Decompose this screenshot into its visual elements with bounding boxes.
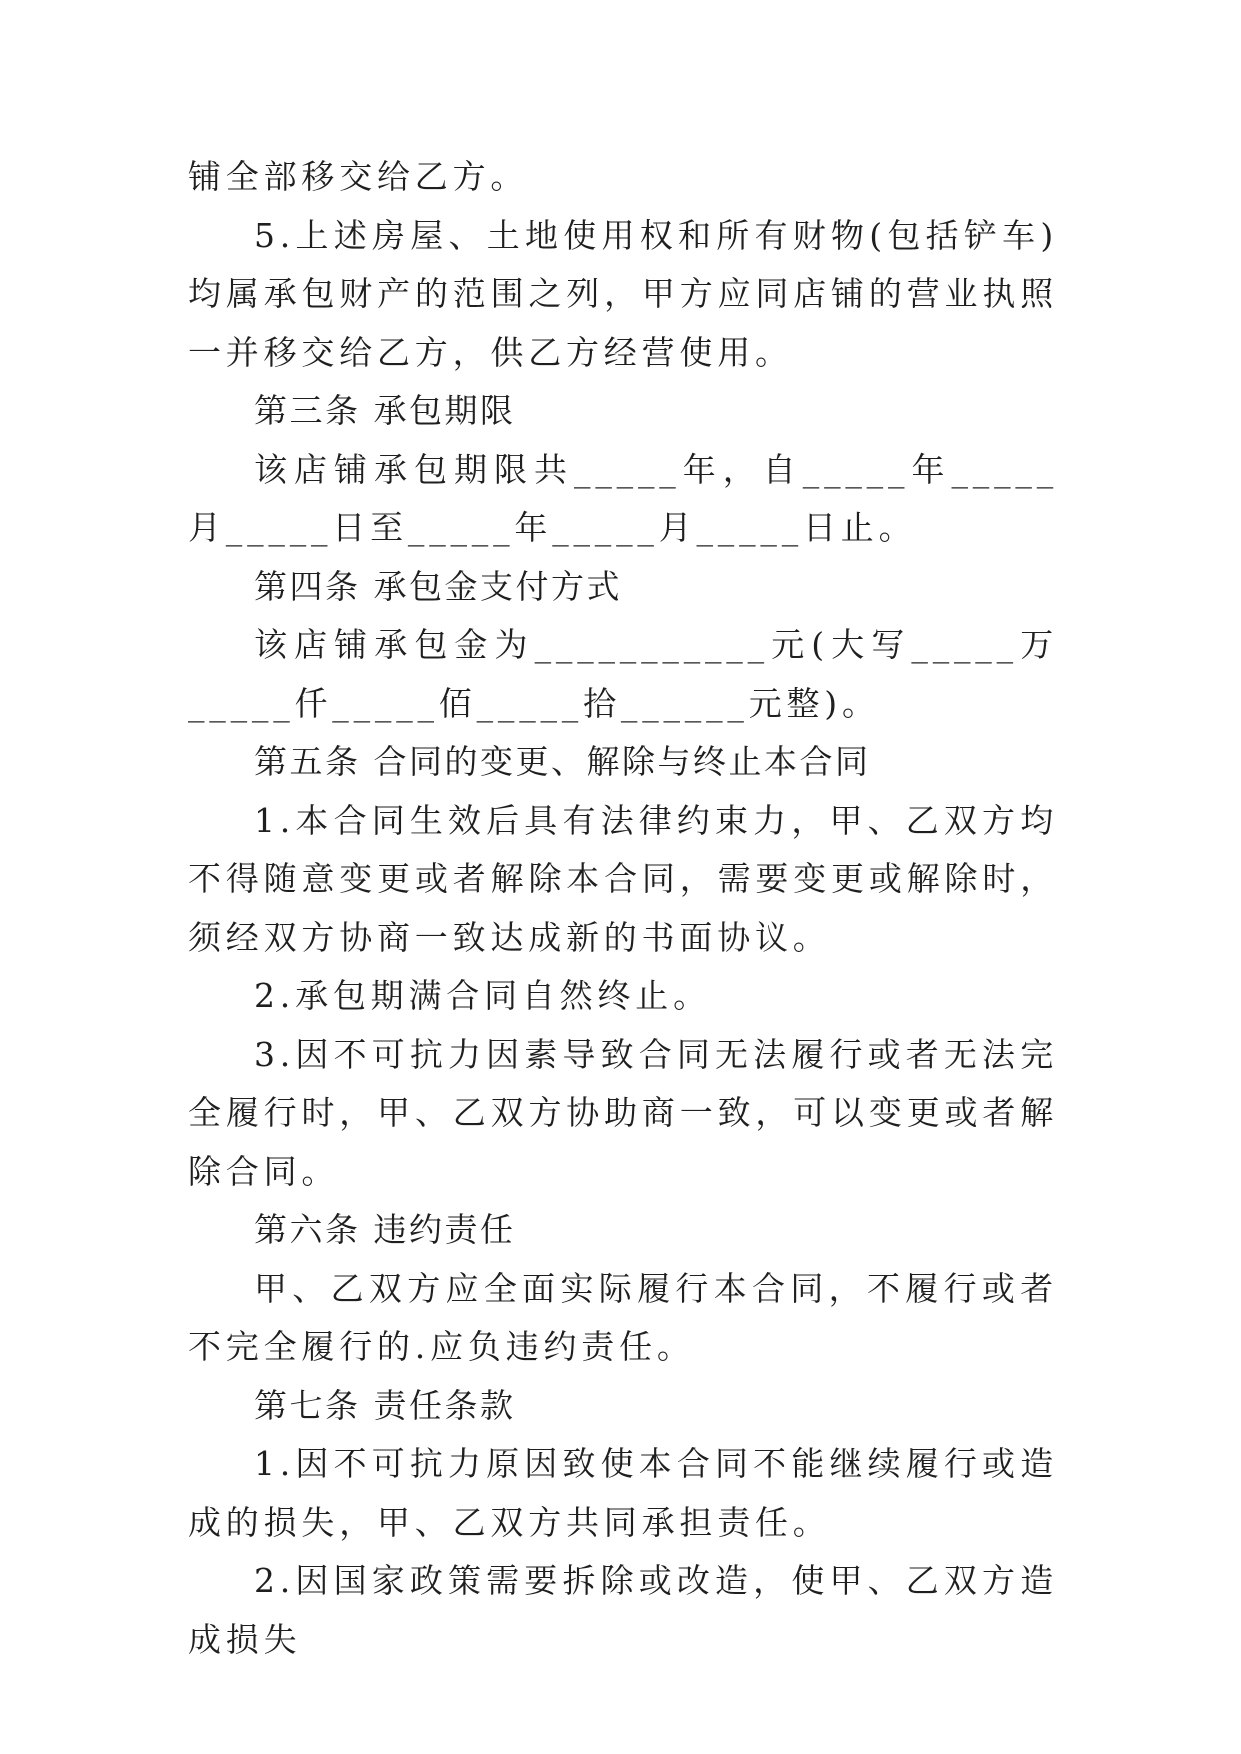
heading-article-4: 第四条 承包金支付方式 [254,566,622,606]
heading-article-3: 第三条 承包期限 [254,391,516,430]
paragraph-contract-term: 该店铺承包期限共_____年，自_____年_____月_____日至_____年_____月_____日止。 [188,449,1058,547]
paragraph-breach-liability: 甲、乙双方应全面实际履行本合同，不履行或者不完全履行的.应负违约责任。 [188,1268,1058,1366]
heading-article-7: 第七条 责任条款 [254,1385,516,1425]
heading-article-5: 第五条 合同的变更、解除与终止本合同 [254,742,871,781]
paragraph-clause-2-5: 5.上述房屋、土地使用权和所有财物(包括铲车)均属承包财产的范围之列，甲方应同店铺的营业执照一并移交给乙方，供乙方经营使用。 [188,215,1058,372]
document-body [188,148,1058,1669]
paragraph-clause-5-2: 2.承包期满合同自然终止。 [254,976,711,1015]
paragraph-clause-7-2: 2.因国家政策需要拆除或改造，使甲、乙双方造成损失 [188,1561,1058,1659]
paragraph-clause-5-1: 1.本合同生效后具有法律约束力，甲、乙双方均不得随意变更或者解除本合同，需要变更或解除时，须经双方协商一致达成新的书面协议。 [188,800,1058,957]
paragraph-clause-5-3: 3.因不可抗力因素导致合同无法履行或者无法完全履行时，甲、乙双方协助商一致，可以变更或者解除合同。 [188,1034,1058,1191]
paragraph-clause-7-1: 1.因不可抗力原因致使本合同不能继续履行或造成的损失，甲、乙双方共同承担责任。 [188,1444,1058,1542]
paragraph-continuation: 铺全部移交给乙方。 [188,157,529,196]
heading-article-6: 第六条 违约责任 [254,1210,516,1249]
paragraph-payment-amount: 该店铺承包金为___________元(大写_____万_____仟_____佰_____拾______元整)。 [188,625,1058,723]
